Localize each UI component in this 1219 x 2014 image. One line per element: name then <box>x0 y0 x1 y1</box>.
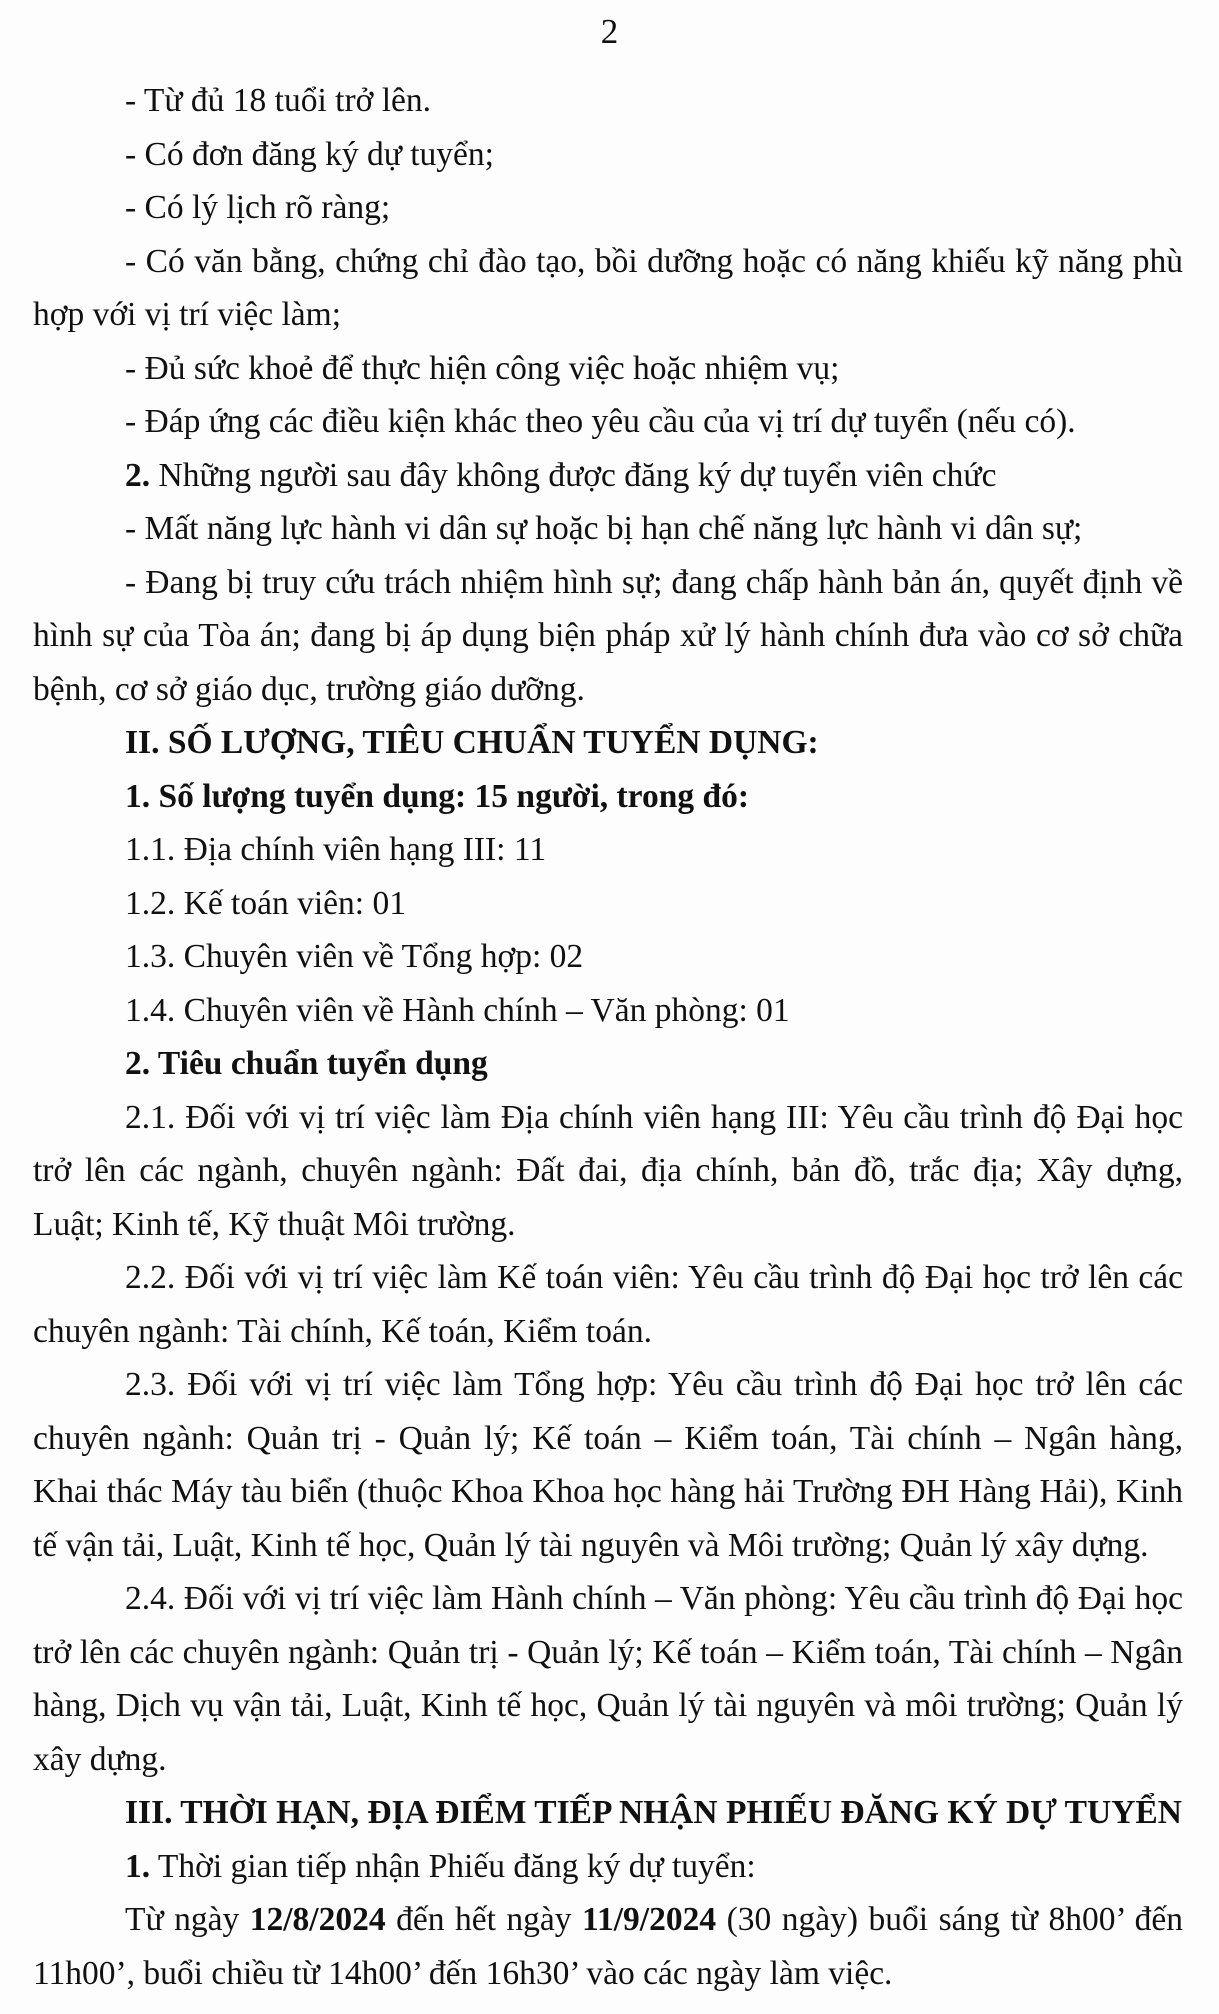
receiving-time-text: Thời gian tiếp nhận Phiếu đăng ký dự tuyển: <box>150 1847 756 1885</box>
ineligible-criminal: - Đang bị truy cứu trách nhiệm hình sự; đang chấp hành bản án, quyết định về hình sự của Tòa án; đang bị áp dụng biện pháp xử lý hành chính đưa vào cơ sở chữa bệnh, cơ sở giáo dục, trường giáo dưỡng. <box>33 563 1183 708</box>
quantity-item-admin: 1.4. Chuyên viên về Hành chính – Văn phòng: 01 <box>125 991 790 1029</box>
document-body <box>33 74 1183 2000</box>
quantity-item-accountant: 1.2. Kế toán viên: 01 <box>125 884 406 922</box>
receiving-time-heading <box>33 1840 1183 1894</box>
requirement-age: - Từ đủ 18 tuổi trở lên. <box>125 82 432 119</box>
time-suffix: (30 ngày) buổi sáng từ 8h00’ đến 11h00’, buổi chiều từ 14h00’ đến 16h30’ vào các ngày làm việc. <box>33 1901 1183 1992</box>
requirement-health: - Đủ sức khoẻ để thực hiện công việc hoặc nhiệm vụ; <box>125 349 840 387</box>
recruitment-quantity-heading: 1. Số lượng tuyển dụng: 15 người, trong đó: <box>125 777 749 815</box>
quantity-item-cadastral: 1.1. Địa chính viên hạng III: 11 <box>125 831 547 868</box>
time-middle: đến hết ngày <box>385 1901 583 1938</box>
requirement-background: - Có lý lịch rõ ràng; <box>125 189 391 226</box>
criteria-accountant: 2.2. Đối với vị trí việc làm Kế toán viên: Yêu cầu trình độ Đại học trở lên các chuyên ngành: Tài chính, Kế toán, Kiểm toán. <box>33 1259 1183 1350</box>
criteria-general: 2.3. Đối với vị trí việc làm Tổng hợp: Yêu cầu trình độ Đại học trở lên các chuyên ngành: Quản trị - Quản lý; Kế toán – Kiểm toán, Tài chính – Ngân hàng, Khai thác Máy tàu biển (thuộc Khoa Khoa học hàng hải Trường ĐH Hàng Hải), Kinh tế vận tải, Luật, Kinh tế học, Quản lý tài nguyên và Môi trường; Quản lý xây dựng. <box>33 1366 1183 1564</box>
ineligible-heading-text: Những người sau đây không được đăng ký dự tuyển viên chức <box>150 456 997 494</box>
page-number: 2 <box>600 12 619 51</box>
section-2-heading: II. SỐ LƯỢNG, TIÊU CHUẨN TUYỂN DỤNG: <box>125 724 819 761</box>
requirement-other: - Đáp ứng các điều kiện khác theo yêu cầu của vị trí dự tuyển (nếu có). <box>125 403 1076 440</box>
criteria-admin: 2.4. Đối với vị trí việc làm Hành chính – Văn phòng: Yêu cầu trình độ Đại học trở lên các chuyên ngành: Quản trị - Quản lý; Kế toán – Kiểm toán, Tài chính – Ngân hàng, Dịch vụ vận tải, Luật, Kinh tế học, Quản lý tài nguyên và môi trường; Quản lý xây dựng. <box>33 1580 1183 1778</box>
receiving-time-detail <box>33 1893 1183 2000</box>
criteria-cadastral: 2.1. Đối với vị trí việc làm Địa chính viên hạng III: Yêu cầu trình độ Đại học trở lên các ngành, chuyên ngành: Đất đai, địa chính, bản đồ, trắc địa; Xây dựng, Luật; Kinh tế, Kỹ thuật Môi trường. <box>33 1098 1183 1243</box>
quantity-item-general: 1.3. Chuyên viên về Tổng hợp: 02 <box>125 938 584 975</box>
section-3-heading: III. THỜI HẠN, ĐỊA ĐIỂM TIẾP NHẬN PHIẾU ĐĂNG KÝ DỰ TUYỂN <box>125 1794 1182 1831</box>
time-prefix: Từ ngày <box>125 1901 250 1938</box>
end-date: 11/9/2024 <box>582 1901 717 1938</box>
requirement-application: - Có đơn đăng ký dự tuyển; <box>125 135 494 173</box>
receiving-time-number: 1. <box>125 1847 151 1885</box>
ineligible-heading <box>33 449 1183 503</box>
recruitment-criteria-heading: 2. Tiêu chuẩn tuyển dụng <box>125 1045 488 1082</box>
start-date: 12/8/2024 <box>249 1901 386 1938</box>
ineligible-civil-capacity: - Mất năng lực hành vi dân sự hoặc bị hạn chế năng lực hành vi dân sự; <box>125 510 1083 547</box>
requirement-certificate: - Có văn bằng, chứng chỉ đào tạo, bồi dưỡng hoặc có năng khiếu kỹ năng phù hợp với vị trí việc làm; <box>33 242 1183 333</box>
ineligible-heading-number: 2. <box>125 456 151 494</box>
